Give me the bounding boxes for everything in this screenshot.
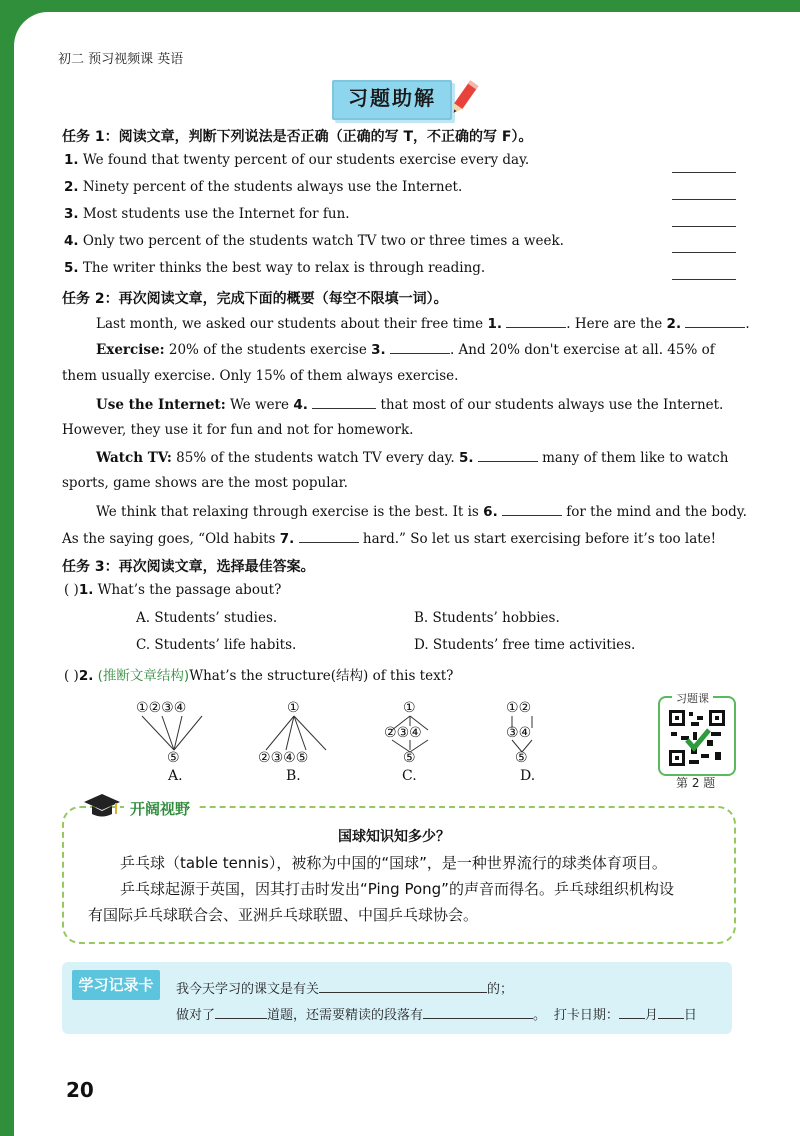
task1-item: 3. Most students use the Internet for fun. <box>64 206 350 222</box>
question-2: ( )2. (推断文章结构)What’s the structure(结构) of this text? <box>64 668 454 684</box>
diagram-a-bottom: ⑤ <box>167 750 180 766</box>
diagram-c-middle: ②③④ <box>384 725 422 741</box>
task1-item: 5. The writer thinks the best way to relax is through reading. <box>64 260 486 276</box>
pencil-icon <box>447 78 481 118</box>
diagram-d-top: ①② <box>506 700 532 716</box>
summary-line: Last month, we asked our students about their free time 1. . Here are the 2. . <box>96 316 750 332</box>
diagram-a-top: ①②③④ <box>136 700 187 716</box>
diagram-b-bottom: ②③④⑤ <box>258 750 309 766</box>
card-line-2: 做对了 道题，还需要精读的段落有 。 打卡日期： 月 日 <box>176 1008 697 1023</box>
question-1: ( )1. What’s the passage about? <box>64 582 282 598</box>
card-line-1: 我今天学习的课文是有关 的； <box>176 982 514 997</box>
summary-line: As the saying goes, “Old habits 7. hard.” So let us start exercising before it’s too late! <box>62 531 717 547</box>
summary-blank-1[interactable] <box>506 315 566 328</box>
answer-blank-1[interactable] <box>672 172 736 173</box>
paragraphs-blank[interactable] <box>423 1006 533 1019</box>
summary-line: Watch TV: 85% of the students watch TV every day. 5. many of them like to watch <box>96 450 729 466</box>
option-c: C. Students’ life habits. <box>136 637 297 653</box>
answer-blank-3[interactable] <box>672 226 736 227</box>
task1-heading: 任务 1：阅读文章，判断下列说法是否正确（正确的写 T，不正确的写 F）。 <box>62 129 533 145</box>
page-header: 初二 预习视频课 英语 <box>58 52 184 67</box>
answer-blank-5[interactable] <box>672 279 736 280</box>
diagram-b-top: ① <box>287 700 300 716</box>
expand-paragraph-2-cont: 有国际乒乓球联合会、亚洲乒乓球联盟、中国乒乓球协会。 <box>88 906 479 924</box>
summary-blank-5[interactable] <box>478 449 538 462</box>
study-record-label: 学习记录卡 <box>72 970 160 1000</box>
summary-line: Use the Internet: We were 4. that most of our students always use the Internet. <box>96 397 724 413</box>
section-title: 习题助解 <box>332 80 452 120</box>
page-number: 20 <box>66 1078 94 1102</box>
option-b: B. Students’ hobbies. <box>414 610 560 626</box>
diagram-label-c: C. <box>402 768 417 784</box>
diagram-d-middle: ③④ <box>506 725 532 741</box>
summary-blank-6[interactable] <box>502 503 562 516</box>
summary-line: sports, game shows are the most popular. <box>62 475 348 491</box>
summary-line: However, they use it for fun and not for homework. <box>62 422 414 438</box>
expand-title: 开阔视野 <box>124 798 196 819</box>
qr-code-icon <box>667 708 727 768</box>
task1-item: 1. We found that twenty percent of our students exercise every day. <box>64 152 530 168</box>
expand-heading: 国球知识知多少？ <box>338 829 450 845</box>
option-d: D. Students’ free time activities. <box>414 637 636 653</box>
correct-count-blank[interactable] <box>215 1006 267 1019</box>
expand-paragraph-1: 乒乓球（table tennis），被称为中国的“国球”，是一种世界流行的球类体育项目。 <box>120 854 667 872</box>
option-a: A. Students’ studies. <box>136 610 278 626</box>
qr-code-frame[interactable] <box>658 696 736 776</box>
answer-paren-2[interactable]: ( ) <box>64 668 79 684</box>
answer-paren-1[interactable]: ( ) <box>64 582 79 598</box>
diagram-c-top: ① <box>403 700 416 716</box>
task1-item: 4. Only two percent of the students watch TV two or three times a week. <box>64 233 564 249</box>
answer-blank-2[interactable] <box>672 199 736 200</box>
summary-line: them usually exercise. Only 15% of them always exercise. <box>62 368 459 384</box>
diagram-d-bottom: ⑤ <box>515 750 528 766</box>
task3-heading: 任务 3：再次阅读文章，选择最佳答案。 <box>62 559 315 575</box>
summary-line: Exercise: 20% of the students exercise 3. . And 20% don't exercise at all. 45% of <box>96 342 715 358</box>
summary-blank-4[interactable] <box>312 396 376 409</box>
study-record-card <box>62 962 732 1034</box>
summary-blank-7[interactable] <box>299 530 359 543</box>
summary-blank-3[interactable] <box>390 341 450 354</box>
diagram-c-bottom: ⑤ <box>403 750 416 766</box>
lesson-topic-blank[interactable] <box>319 980 487 993</box>
expand-paragraph-2: 乒乓球起源于英国，因其打击时发出“Ping Pong”的声音而得名。乒乓球组织机构设 <box>120 880 674 898</box>
qr-caption: 第 2 题 <box>676 776 716 790</box>
graduation-cap-icon <box>82 792 122 820</box>
qr-title: 习题课 <box>672 690 713 706</box>
task2-heading: 任务 2：再次阅读文章，完成下面的概要（每空不限填一词）。 <box>62 291 448 307</box>
summary-line: We think that relaxing through exercise is the best. It is 6. for the mind and the body. <box>96 504 747 520</box>
answer-blank-4[interactable] <box>672 252 736 253</box>
day-blank[interactable] <box>658 1006 684 1019</box>
summary-blank-2[interactable] <box>685 315 745 328</box>
task1-item: 2. Ninety percent of the students always use the Internet. <box>64 179 463 195</box>
diagram-label-a: A. <box>168 768 183 784</box>
diagram-label-b: B. <box>286 768 301 784</box>
diagram-label-d: D. <box>520 768 536 784</box>
month-blank[interactable] <box>619 1006 645 1019</box>
